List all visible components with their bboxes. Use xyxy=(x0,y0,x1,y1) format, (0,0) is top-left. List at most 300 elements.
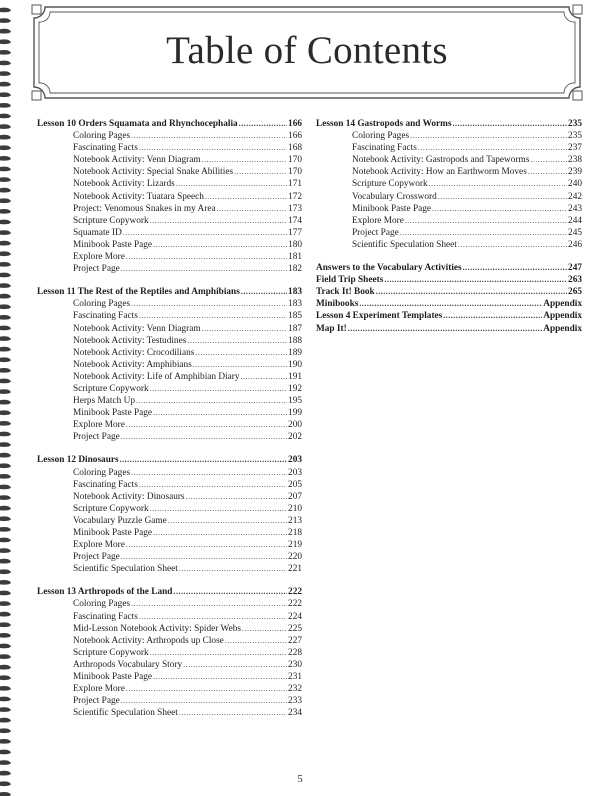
dot-leader xyxy=(186,491,287,502)
dot-leader xyxy=(123,227,287,238)
binding-ring xyxy=(0,654,11,659)
toc-entry-title: Minibook Paste Page xyxy=(73,672,153,683)
toc-entry-page: 177 xyxy=(288,227,302,238)
binding-ring xyxy=(0,463,11,468)
toc-entry-page: 231 xyxy=(288,672,302,683)
dot-leader xyxy=(136,395,287,406)
binding-ring xyxy=(0,198,11,203)
toc-entry xyxy=(37,479,302,491)
toc-entry-title: Explore More xyxy=(73,252,125,263)
toc-entry-page: 192 xyxy=(288,383,302,394)
dot-leader xyxy=(183,659,287,670)
toc-entry xyxy=(37,707,302,719)
dot-leader xyxy=(131,467,287,478)
binding-ring xyxy=(0,718,11,723)
lesson-heading-page: 183 xyxy=(288,287,302,298)
dot-leader xyxy=(176,178,287,189)
extra-entry-page: Appendix xyxy=(543,311,582,322)
binding-ring xyxy=(0,760,11,765)
toc-entry xyxy=(37,659,302,671)
toc-entry-page: 195 xyxy=(288,396,302,407)
binding-ring xyxy=(0,675,11,680)
toc-entry-page: 183 xyxy=(288,299,302,310)
toc-entry xyxy=(37,563,302,575)
dot-leader xyxy=(405,215,567,226)
toc-entry xyxy=(37,298,302,310)
dot-leader xyxy=(120,454,287,465)
toc-entry xyxy=(37,166,302,178)
toc-entry-page: 227 xyxy=(288,635,302,646)
extra-entry-page: 265 xyxy=(568,287,582,298)
toc-entry-title: Scripture Copywork xyxy=(73,647,149,658)
toc-entry xyxy=(316,215,582,227)
binding-ring xyxy=(0,622,11,627)
dot-leader xyxy=(153,671,287,682)
dot-leader xyxy=(241,286,287,297)
dot-leader xyxy=(429,178,567,189)
dot-leader xyxy=(410,130,567,141)
page-title: Table of Contents xyxy=(166,29,448,72)
toc-entry-page: 228 xyxy=(288,647,302,658)
extra-entry xyxy=(316,274,582,286)
toc-entry-page: 221 xyxy=(288,564,302,575)
toc-entry xyxy=(37,467,302,479)
toc-right-column xyxy=(316,118,582,335)
toc-entry-title: Fascinating Facts xyxy=(73,143,138,154)
binding-ring xyxy=(0,432,11,437)
toc-entry-title: Notebook Activity: Lizards xyxy=(73,179,175,190)
toc-entry-title: Project Page xyxy=(352,227,399,238)
toc-entry-page: 238 xyxy=(568,155,582,166)
lesson-heading-page: 222 xyxy=(288,587,302,598)
dot-leader xyxy=(139,611,287,622)
toc-entry-title: Explore More xyxy=(73,540,125,551)
toc-entry-page: 190 xyxy=(288,359,302,370)
extra-entry xyxy=(316,286,582,298)
dot-leader xyxy=(126,539,287,550)
toc-entry xyxy=(37,263,302,275)
toc-entry xyxy=(316,227,582,239)
toc-entry-title: Project Page xyxy=(73,264,120,275)
extra-entry-title: Answers to the Vocabulary Activities xyxy=(316,263,462,274)
toc-entry-title: Mid-Lesson Notebook Activity: Spider Webs xyxy=(73,623,241,634)
dot-leader xyxy=(384,274,567,285)
dot-leader xyxy=(432,203,567,214)
toc-entry xyxy=(37,178,302,190)
toc-entry xyxy=(37,142,302,154)
dot-leader xyxy=(418,142,567,153)
toc-entry-page: 240 xyxy=(568,179,582,190)
binding-ring xyxy=(0,304,11,309)
toc-entry-page: 170 xyxy=(288,167,302,178)
toc-entry-title: Project Page xyxy=(73,696,120,707)
toc-entry xyxy=(37,215,302,227)
toc-entry-page: 166 xyxy=(288,131,302,142)
toc-entry xyxy=(37,239,302,251)
dot-leader xyxy=(121,551,287,562)
lesson-section xyxy=(316,118,582,251)
dot-leader xyxy=(126,419,287,430)
binding-ring xyxy=(0,167,11,172)
binding-ring xyxy=(0,485,11,490)
toc-entry xyxy=(316,178,582,190)
toc-entry xyxy=(37,419,302,431)
toc-entry-page: 222 xyxy=(288,599,302,610)
binding-ring xyxy=(0,591,11,596)
toc-entry-title: Project Page xyxy=(73,432,120,443)
lesson-section xyxy=(37,286,302,443)
extra-entry-title: Field Trip Sheets xyxy=(316,275,384,286)
lesson-heading xyxy=(37,286,302,298)
toc-entry xyxy=(37,635,302,647)
toc-entry xyxy=(37,227,302,239)
dot-leader xyxy=(131,598,287,609)
binding-ring xyxy=(0,421,11,426)
toc-entry-page: 199 xyxy=(288,408,302,419)
dot-leader xyxy=(443,310,542,321)
binding-ring xyxy=(0,686,11,691)
dot-leader xyxy=(242,623,287,634)
toc-entry xyxy=(316,191,582,203)
dot-leader xyxy=(202,154,287,165)
toc-entry-title: Scripture Copywork xyxy=(73,503,149,514)
dot-leader xyxy=(121,263,287,274)
toc-entry-title: Notebook Activity: Gastropods and Tapeworms xyxy=(352,155,530,166)
binding-ring xyxy=(0,750,11,755)
toc-entry-page: 174 xyxy=(288,215,302,226)
toc-entry-page: 224 xyxy=(288,611,302,622)
binding-ring xyxy=(0,665,11,670)
binding-ring xyxy=(0,241,11,246)
toc-entry-title: Explore More xyxy=(73,420,125,431)
binding-ring xyxy=(0,156,11,161)
binding-ring xyxy=(0,453,11,458)
binding-ring xyxy=(0,8,11,13)
toc-entry-title: Minibook Paste Page xyxy=(73,528,153,538)
toc-entry-title: Project Page xyxy=(73,552,120,563)
binding-ring xyxy=(0,379,11,384)
toc-entry-page: 234 xyxy=(288,708,302,719)
page-number: 5 xyxy=(297,773,303,785)
dot-leader xyxy=(139,310,287,321)
dot-leader xyxy=(179,707,287,718)
binding-ring xyxy=(0,82,11,87)
extra-entry-page: 247 xyxy=(568,263,582,274)
toc-entry xyxy=(37,539,302,551)
toc-entry-page: 180 xyxy=(288,239,302,250)
toc-entry-page: 188 xyxy=(288,335,302,346)
binding-ring xyxy=(0,294,11,299)
binding-ring xyxy=(0,283,11,288)
toc-entry-title: Coloring Pages xyxy=(73,299,131,310)
binding-ring xyxy=(0,548,11,553)
extra-entry xyxy=(316,298,582,310)
binding-ring xyxy=(0,124,11,129)
toc-entry-page: 189 xyxy=(288,347,302,358)
toc-entry-title: Fascinating Facts xyxy=(73,311,138,322)
lesson-heading xyxy=(37,454,302,466)
toc-entry xyxy=(37,623,302,635)
lesson-section xyxy=(37,118,302,275)
binding-ring xyxy=(0,601,11,606)
toc-entry xyxy=(37,695,302,707)
toc-entry-page: 172 xyxy=(288,191,302,202)
toc-entry xyxy=(37,335,302,347)
lesson-heading xyxy=(316,118,582,130)
dot-leader xyxy=(359,298,542,309)
dot-leader xyxy=(139,479,287,490)
binding-ring xyxy=(0,262,11,267)
binding-ring xyxy=(0,177,11,182)
toc-entry-page: 244 xyxy=(568,215,582,226)
dot-leader xyxy=(193,359,287,370)
dot-leader xyxy=(168,515,287,526)
dot-leader xyxy=(153,527,287,538)
dot-leader xyxy=(225,635,287,646)
toc-entry-title: Notebook Activity: Crocodilians xyxy=(73,347,195,358)
dot-leader xyxy=(202,323,287,334)
dot-leader xyxy=(463,262,567,273)
binding-ring xyxy=(0,209,11,214)
binding-ring xyxy=(0,612,11,617)
dot-leader xyxy=(150,503,287,514)
binding-ring xyxy=(0,326,11,331)
binding-ring xyxy=(0,71,11,76)
toc-entry-title: Scientific Speculation Sheet xyxy=(73,708,178,719)
dot-leader xyxy=(453,118,568,129)
binding-ring xyxy=(0,315,11,320)
lesson-section xyxy=(37,454,302,575)
toc-entry-page: 219 xyxy=(288,540,302,551)
dot-leader xyxy=(241,371,288,382)
binding-ring xyxy=(0,18,11,23)
toc-entry-page: 239 xyxy=(568,167,582,178)
dot-leader xyxy=(121,695,287,706)
dot-leader xyxy=(195,347,287,358)
toc-entry-title: Coloring Pages xyxy=(73,467,131,478)
dot-leader xyxy=(438,191,567,202)
toc-entry-title: Notebook Activity: Venn Diagram xyxy=(73,155,201,166)
binding-ring xyxy=(0,135,11,140)
toc-entry-page: 230 xyxy=(288,659,302,670)
binding-ring xyxy=(0,559,11,564)
binding-ring xyxy=(0,220,11,225)
binding-ring xyxy=(0,29,11,34)
extra-entry-title: Track It! Book xyxy=(316,287,375,298)
binding-ring xyxy=(0,633,11,638)
binding-ring xyxy=(0,644,11,649)
binding-ring xyxy=(0,569,11,574)
toc-entry-title: Scripture Copywork xyxy=(73,383,149,394)
toc-entry xyxy=(37,503,302,515)
toc-entry-page: 171 xyxy=(288,179,302,190)
lesson-heading-title: Lesson 12 Dinosaurs xyxy=(37,455,119,466)
toc-entry-page: 207 xyxy=(288,491,302,502)
extra-entry-title: Lesson 4 Experiment Templates xyxy=(316,311,443,322)
toc-entry xyxy=(316,203,582,215)
binding-ring xyxy=(0,336,11,341)
binding-ring xyxy=(0,474,11,479)
binding-ring xyxy=(0,739,11,744)
toc-left-column xyxy=(37,118,302,730)
toc-entry-title: Coloring Pages xyxy=(352,131,410,142)
toc-entry-page: 233 xyxy=(288,696,302,707)
toc-entry xyxy=(37,191,302,203)
toc-entry-page: 173 xyxy=(288,203,302,214)
binding-ring xyxy=(0,495,11,500)
toc-entry xyxy=(316,142,582,154)
lesson-heading-page: 166 xyxy=(288,119,302,129)
extra-entry-page: Appendix xyxy=(543,323,582,334)
toc-entry-title: Minibook Paste Page xyxy=(73,239,153,250)
dot-leader xyxy=(131,130,287,141)
toc-entry-title: Notebook Activity: Life of Amphibian Diary xyxy=(73,371,240,382)
dot-leader xyxy=(205,191,287,202)
binding-ring xyxy=(0,442,11,447)
dot-leader xyxy=(153,407,287,418)
binding-ring xyxy=(0,273,11,278)
spiral-binding xyxy=(0,0,14,796)
binding-ring xyxy=(0,347,11,352)
lesson-heading xyxy=(37,586,302,598)
extra-entry-page: Appendix xyxy=(543,299,582,310)
dot-leader xyxy=(173,586,287,597)
toc-entry xyxy=(37,154,302,166)
toc-entry-title: Scientific Speculation Sheet xyxy=(73,564,178,575)
toc-entry-title: Explore More xyxy=(352,215,404,226)
extra-entry-title: Map It! xyxy=(316,323,347,334)
toc-entry-title: Notebook Activity: Tuatara Speech xyxy=(73,191,204,202)
dot-leader xyxy=(458,239,567,250)
toc-entry-page: 200 xyxy=(288,420,302,431)
toc-entry-page: 220 xyxy=(288,552,302,563)
binding-ring xyxy=(0,145,11,150)
toc-entry xyxy=(316,154,582,166)
toc-entry-page: 235 xyxy=(568,131,582,142)
title-frame xyxy=(31,4,583,101)
binding-ring xyxy=(0,707,11,712)
toc-entry xyxy=(37,671,302,683)
toc-entry xyxy=(37,647,302,659)
dot-leader xyxy=(150,383,287,394)
toc-entry xyxy=(316,166,582,178)
dot-leader xyxy=(239,118,287,129)
toc-entry-page: 205 xyxy=(288,479,302,490)
toc-entry xyxy=(37,395,302,407)
toc-entry-page: 168 xyxy=(288,143,302,154)
toc-entry-title: Arthropods Vocabulary Story xyxy=(73,659,183,670)
binding-ring xyxy=(0,188,11,193)
toc-entry-title: Minibook Paste Page xyxy=(352,203,432,214)
lesson-heading xyxy=(37,118,302,130)
toc-entry xyxy=(316,239,582,251)
toc-entry xyxy=(37,491,302,503)
toc-entry-page: 232 xyxy=(288,684,302,695)
extra-entry-page: 263 xyxy=(568,275,582,286)
toc-entry-page: 245 xyxy=(568,227,582,238)
toc-entry-page: 225 xyxy=(288,623,302,634)
toc-entry xyxy=(316,130,582,142)
toc-entry-title: Coloring Pages xyxy=(73,131,131,142)
binding-ring xyxy=(0,697,11,702)
lesson-section xyxy=(37,586,302,719)
toc-entry xyxy=(37,611,302,623)
binding-ring xyxy=(0,368,11,373)
lesson-heading-page: 203 xyxy=(288,455,302,466)
toc-entry-title: Coloring Pages xyxy=(73,599,131,610)
binding-ring xyxy=(0,92,11,97)
toc-entry-page: 181 xyxy=(288,252,302,263)
binding-ring xyxy=(0,251,11,256)
binding-ring xyxy=(0,61,11,66)
toc-entry-title: Notebook Activity: Arthropods up Close xyxy=(73,635,224,646)
toc-entry xyxy=(37,598,302,610)
dot-leader xyxy=(121,431,287,442)
binding-ring xyxy=(0,103,11,108)
toc-entry xyxy=(37,527,302,539)
toc-extras xyxy=(316,262,582,335)
lesson-heading-title: Lesson 14 Gastropods and Worms xyxy=(316,119,452,129)
toc-entry-page: 246 xyxy=(568,239,582,250)
toc-entry-page: 185 xyxy=(288,311,302,322)
toc-entry-page: 243 xyxy=(568,203,582,214)
toc-entry-title: Vocabulary Puzzle Game xyxy=(73,515,167,526)
lesson-heading-title: Lesson 10 Orders Squamata and Rhynchocephalia xyxy=(37,119,238,129)
extra-entry xyxy=(316,310,582,322)
dot-leader xyxy=(187,335,287,346)
toc-entry-page: 182 xyxy=(288,264,302,275)
dot-leader xyxy=(126,683,287,694)
toc-entry xyxy=(37,130,302,142)
toc-entry-title: Notebook Activity: Dinosaurs xyxy=(73,491,185,502)
binding-ring xyxy=(0,410,11,415)
toc-entry-title: Notebook Activity: Testudines xyxy=(73,335,187,346)
dot-leader xyxy=(400,227,567,238)
toc-entry-title: Scripture Copywork xyxy=(73,215,149,226)
toc-entry xyxy=(37,551,302,563)
toc-entry-title: Project: Venomous Snakes in my Area xyxy=(73,203,216,214)
toc-entry-page: 187 xyxy=(288,323,302,334)
extra-entry xyxy=(316,262,582,274)
dot-leader xyxy=(126,251,287,262)
binding-ring xyxy=(0,538,11,543)
toc-entry-title: Scripture Copywork xyxy=(352,179,428,190)
toc-entry-title: Scientific Speculation Sheet xyxy=(352,239,457,250)
binding-ring xyxy=(0,357,11,362)
dot-leader xyxy=(150,647,287,658)
extra-entry-title: Minibooks xyxy=(316,299,359,310)
binding-ring xyxy=(0,389,11,394)
dot-leader xyxy=(376,286,567,297)
binding-ring xyxy=(0,506,11,511)
dot-leader xyxy=(234,166,287,177)
toc-entry-page: 170 xyxy=(288,155,302,166)
toc-entry xyxy=(37,515,302,527)
toc-entry-title: Fascinating Facts xyxy=(352,143,417,154)
toc-entry xyxy=(37,371,302,383)
toc-entry-page: 191 xyxy=(288,371,302,382)
dot-leader xyxy=(217,203,287,214)
toc-entry-page: 218 xyxy=(288,528,302,538)
binding-ring xyxy=(0,39,11,44)
binding-ring xyxy=(0,580,11,585)
toc-entry xyxy=(37,683,302,695)
toc-entry-title: Fascinating Facts xyxy=(73,611,138,622)
dot-leader xyxy=(153,239,287,250)
lesson-heading-title: Lesson 11 The Rest of the Reptiles and Amphibians xyxy=(37,287,240,298)
toc-entry xyxy=(37,359,302,371)
toc-entry-page: 210 xyxy=(288,503,302,514)
